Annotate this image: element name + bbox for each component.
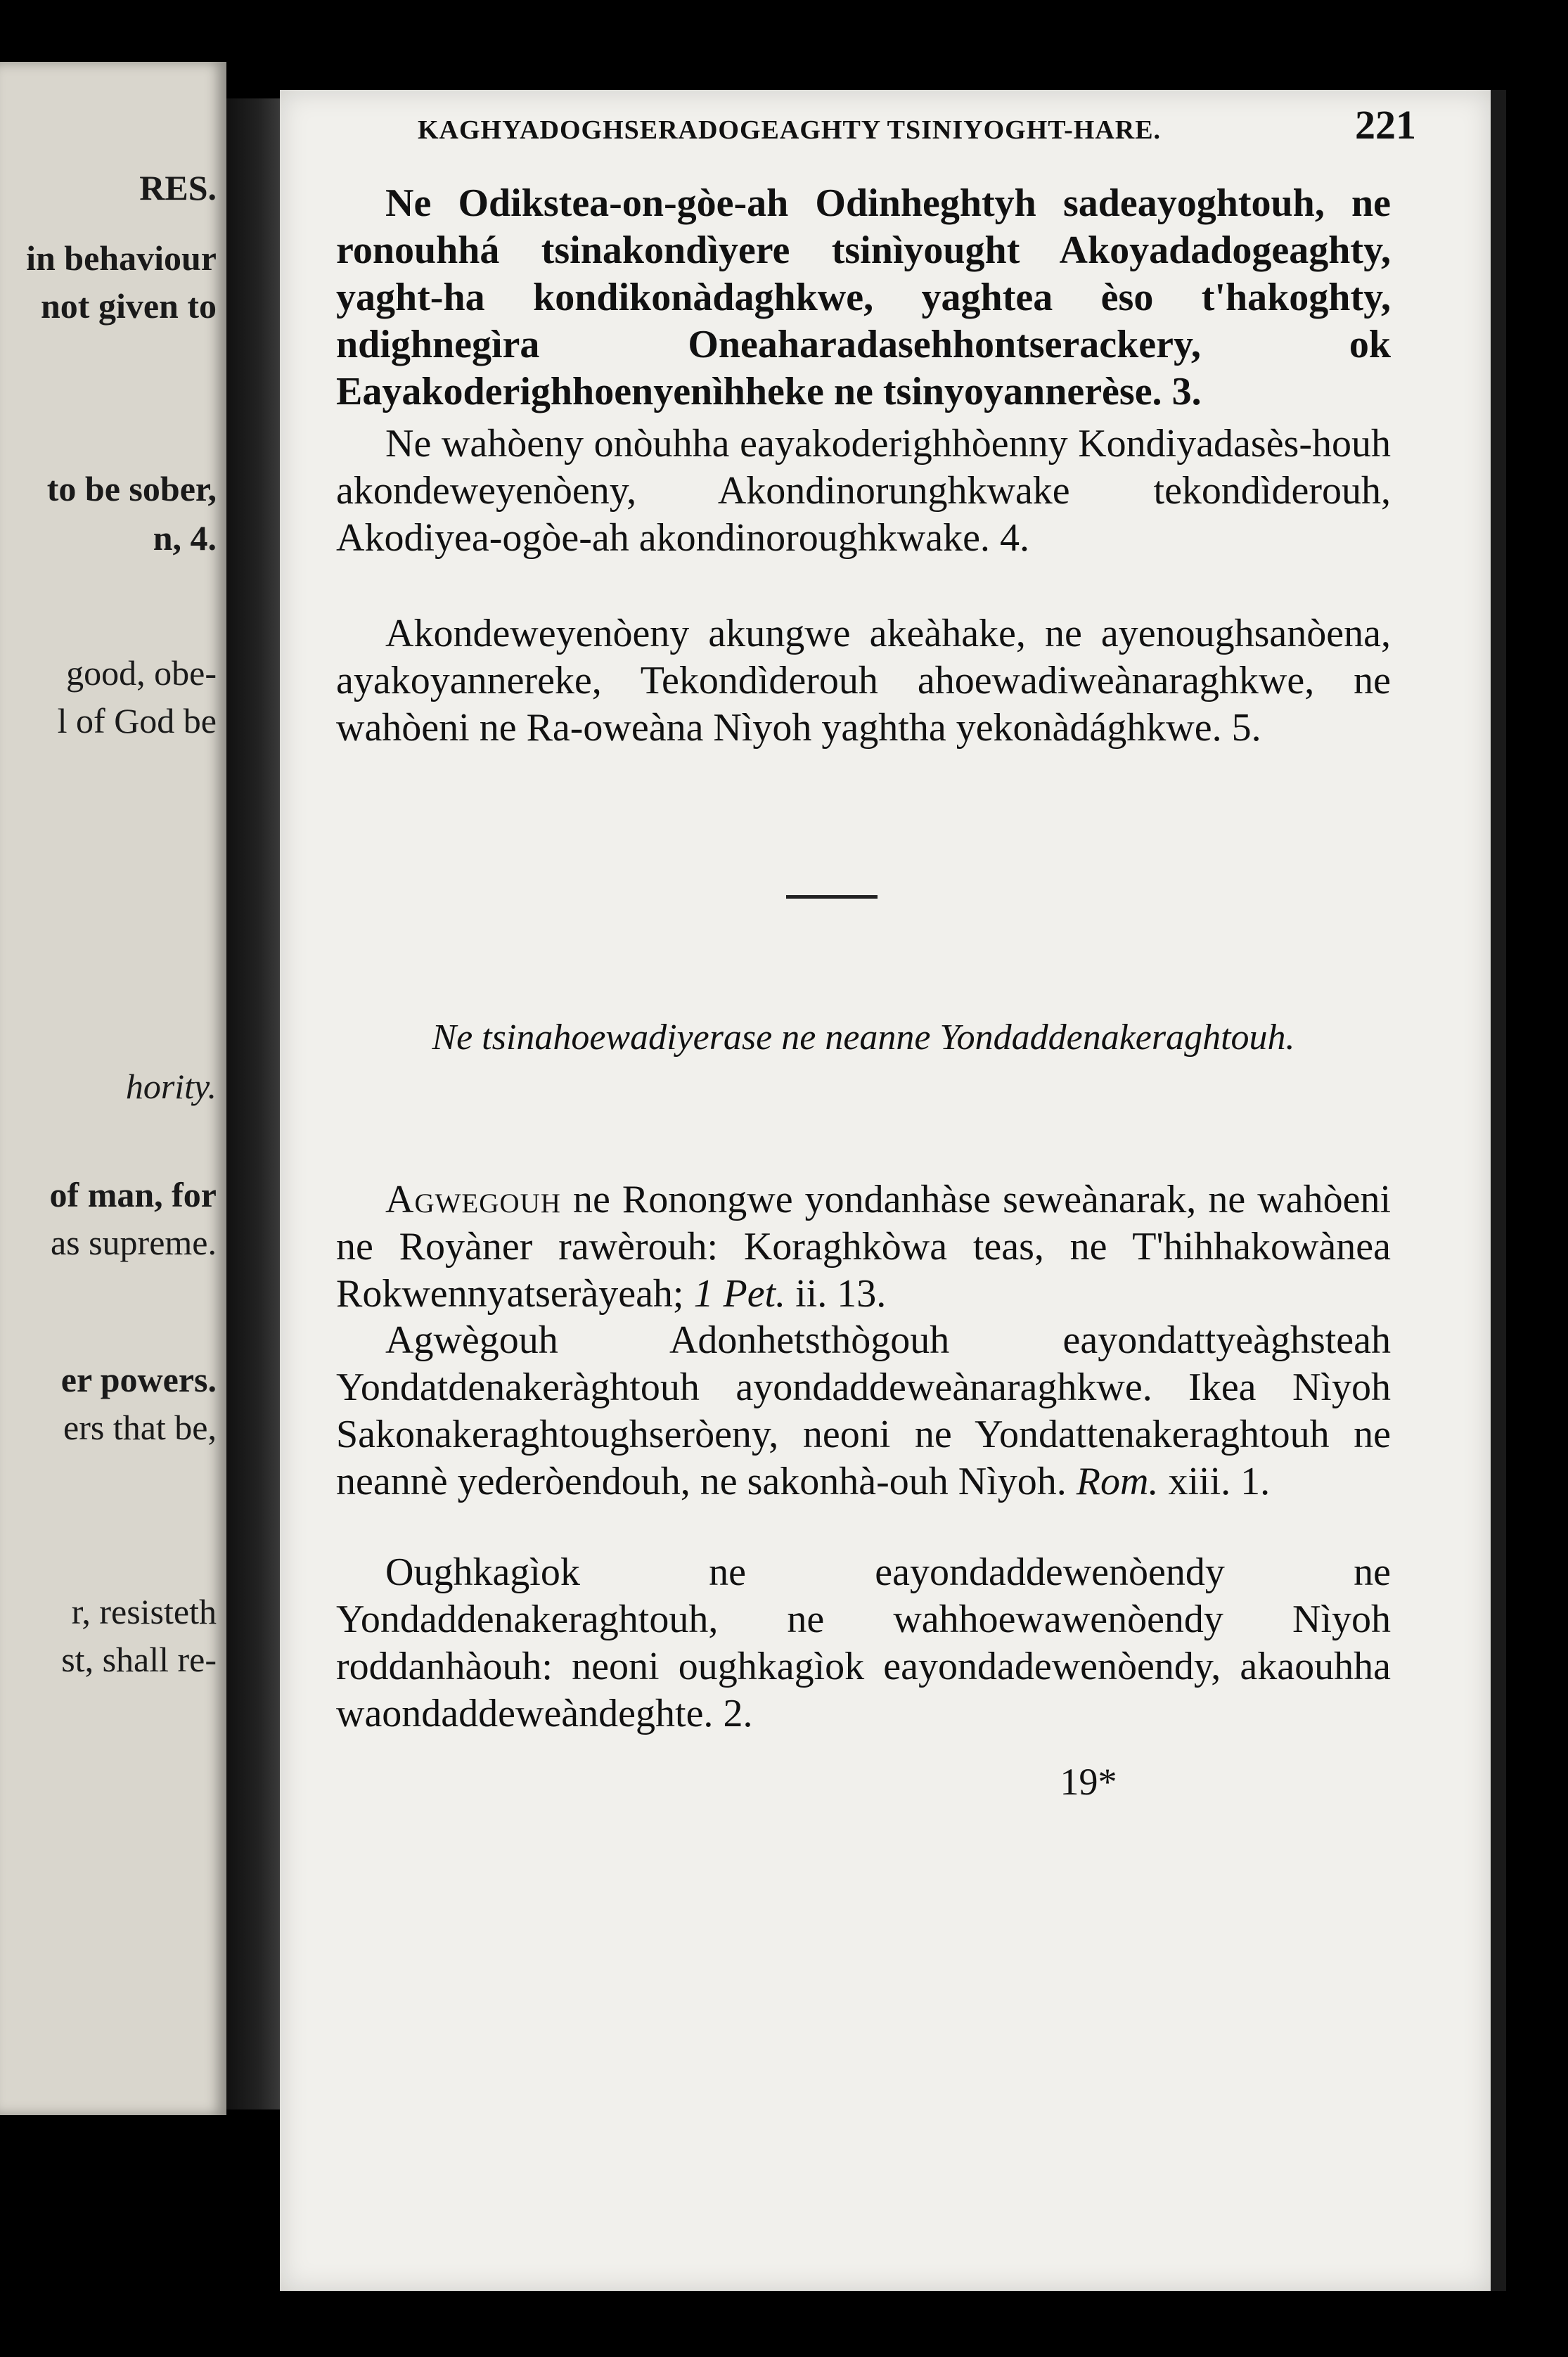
left-page-fragment: r, resisteth (71, 1592, 217, 1631)
paragraph-text: Ne Odikstea-on-gòe-ah Odinheghtyh sadeayoghtouh, ne ronouhhá tsinakondìyere tsinìyought Akoyadadogeaghty, yaght-ha kondikonàdaghkwe, yaghtea èso t'hakoghty, ndighnegìra Oneaharadasehhontserackery, ok Eayakoderighhoenyenìhheke ne tsinyoyannerèse. (336, 181, 1391, 413)
left-page-fragment: hority. (125, 1067, 217, 1106)
section-heading: Ne tsinahoewadiyerase ne neanne Yondaddenakeraghtouh. (432, 1017, 1295, 1058)
verse-paragraph (336, 610, 1391, 752)
running-head-title: KAGHYADOGHSERADOGEAGHTY TSINIYOGHT-HARE. (418, 115, 1162, 145)
left-page-fragment: of man, for (49, 1175, 217, 1214)
running-head (418, 101, 1416, 148)
scripture-reference-book: 1 Pet. (693, 1272, 786, 1316)
left-page-fragment: not given to (41, 286, 217, 326)
left-page-fragment: to be sober, (46, 469, 217, 508)
section-paragraph (336, 1176, 1391, 1318)
section-paragraph (336, 1549, 1391, 1738)
left-page-fragment: n, 4. (153, 518, 217, 558)
opening-word: Agwegouh (385, 1178, 561, 1221)
left-facing-page (0, 62, 226, 2115)
left-page-fragment: l of God be (57, 701, 217, 740)
section-paragraph (336, 1317, 1391, 1505)
verse-number: 2. (723, 1692, 753, 1735)
paragraph-text: ne Ronongwe yondanhàse seweànarak, ne wahòeni ne Royàner rawèrouh: Koraghkòwa teas, ne T'hihhakowànea Rokwennyatseràyeah; (336, 1178, 1391, 1316)
left-page-fragment: in behaviour (26, 238, 217, 278)
left-page-fragment: good, obe- (66, 653, 217, 693)
left-page-fragment: er powers. (60, 1360, 217, 1399)
scripture-reference-book: Rom. (1076, 1460, 1159, 1503)
verse-number: 3. (1171, 370, 1202, 413)
paragraph-text: Oughkagìok ne eayondaddewenòendy ne Yondaddenakeraghtouh, ne wahhoewawenòendy Nìyoh roddanhàouh: neoni oughkagìok eayondadewenòendy, akaouhha waondaddeweàndeghte. (336, 1550, 1391, 1735)
paragraph-text: Agwègouh Adonhetsthògouh eayondattyeàghsteah Yondatdenakeràghtouh ayondaddeweànaraghkwe. Ikea Nìyoh Sakonakeraghtoughseròeny, neoni ne Yondattenakeraghtouh ne neannè yederòendouh, ne sakonhà-ouh Nìyoh. (336, 1318, 1391, 1503)
page-edge-shadow (1491, 90, 1506, 2291)
paragraph-text: Akondeweyenòeny akungwe akeàhake, ne ayenoughsanòena, ayakoyannereke, Tekondìderouh ahoewadiweànaraghkwe, ne wahòeni ne Ra-oweàna Nìyoh yaghtha yekonàdághkwe. (336, 612, 1391, 750)
verse-paragraph (336, 180, 1391, 416)
left-page-fragment: ers that be, (63, 1408, 217, 1447)
verse-number: 4. (999, 516, 1029, 560)
scripture-reference-location: ii. 13. (795, 1272, 887, 1316)
verse-paragraph (336, 420, 1391, 562)
book-gutter (226, 98, 280, 2109)
paragraph-text: Ne wahòeny onòuhha eayakoderighhòenny Kondiyadasès-houh akondeweyenòeny, Akondinorunghkwake tekondìderouh, Akodiyea-ogòe-ah akondinoroughkwake. (336, 422, 1391, 560)
verse-number: 5. (1231, 706, 1261, 750)
left-page-fragment: st, shall re- (61, 1640, 217, 1679)
page-number: 221 (1355, 102, 1416, 148)
scripture-reference-location: xiii. 1. (1168, 1460, 1271, 1503)
left-page-fragment: RES. (139, 168, 217, 207)
left-page-fragment: as supreme. (50, 1223, 217, 1262)
section-divider (786, 895, 878, 899)
signature-mark: 19* (1060, 1761, 1117, 1803)
book-page (280, 90, 1491, 2291)
